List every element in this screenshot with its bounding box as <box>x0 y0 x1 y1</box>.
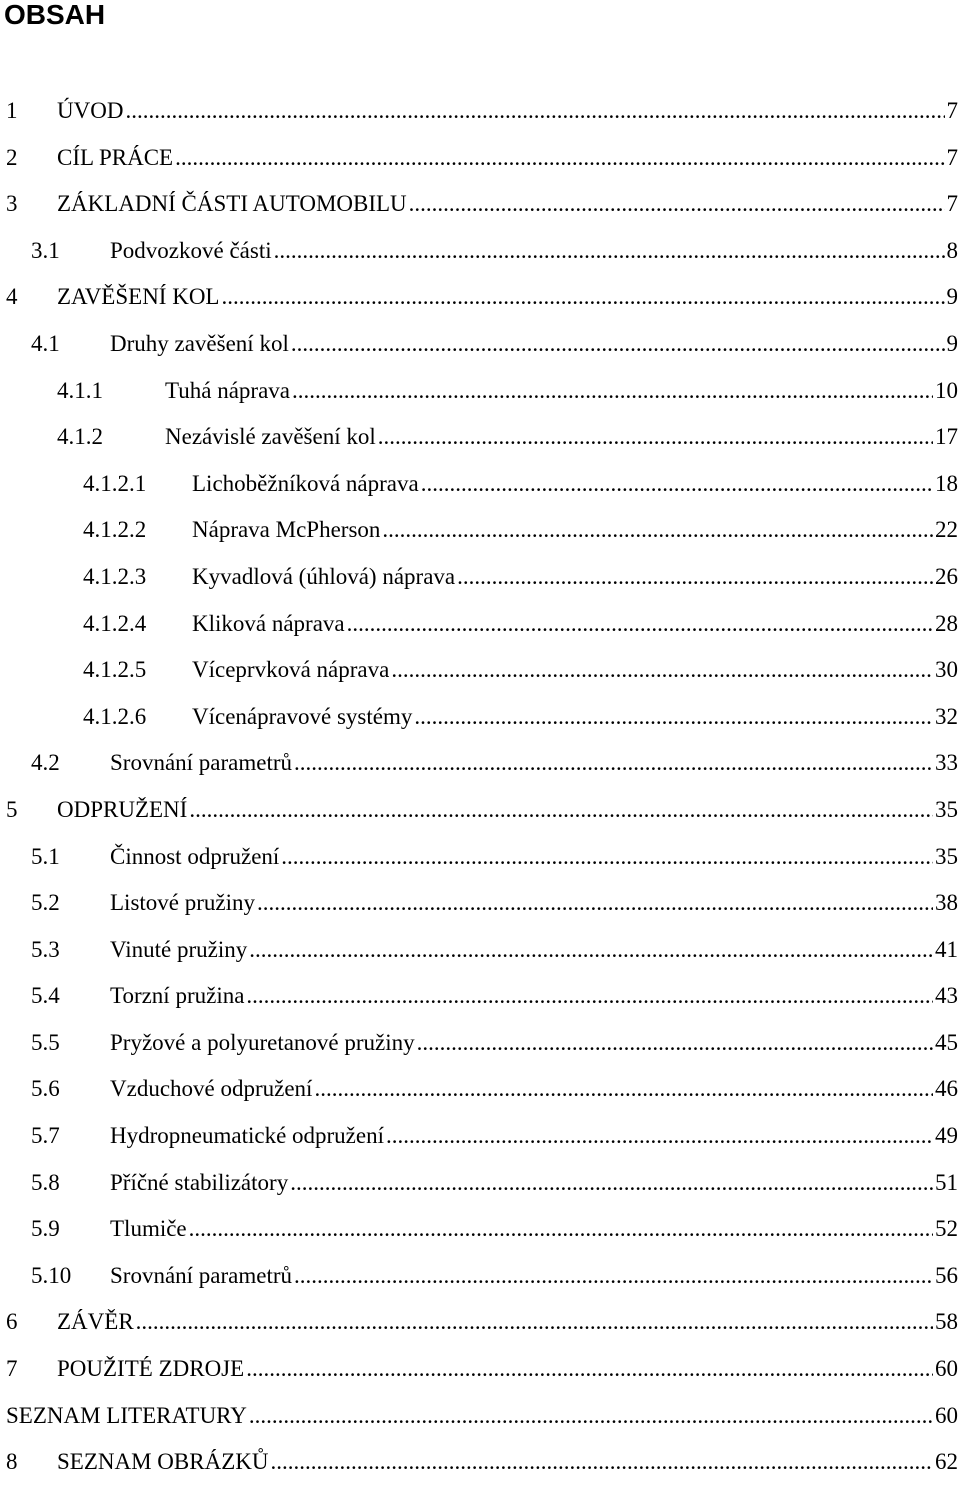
toc-entry-body <box>192 461 960 508</box>
toc-entry-page-number: 17 <box>935 414 960 461</box>
toc-entry-page-number: 35 <box>935 787 960 834</box>
toc-entry-page-number: 62 <box>935 1439 960 1486</box>
dot-leader <box>257 880 933 927</box>
dot-leader <box>421 461 933 508</box>
dot-leader <box>457 554 933 601</box>
toc-entry[interactable] <box>0 880 960 927</box>
toc-entry-number: 5.4 <box>31 973 60 1020</box>
toc-entry-body <box>6 1393 960 1440</box>
toc-entry-body <box>192 694 960 741</box>
dot-leader <box>347 601 933 648</box>
toc-entry[interactable] <box>0 554 960 601</box>
toc-entry-title: Víceprvková náprava <box>192 647 389 694</box>
toc-entry-page-number: 38 <box>935 880 960 927</box>
toc-entry-number: 5.7 <box>31 1113 60 1160</box>
toc-entry-number: 4.1.2.4 <box>83 601 146 648</box>
toc-entry-body <box>110 834 960 881</box>
toc-entry[interactable] <box>0 1066 960 1113</box>
toc-entry-page-number: 43 <box>935 973 960 1020</box>
dot-leader <box>409 181 945 228</box>
table-of-contents <box>0 88 960 1486</box>
toc-entry-body <box>110 973 960 1020</box>
dot-leader <box>221 274 944 321</box>
toc-entry[interactable] <box>0 1206 960 1253</box>
dot-leader <box>270 1439 933 1486</box>
toc-entry-title: ZAVĚŠENÍ KOL <box>57 274 219 321</box>
toc-entry-number: 3 <box>6 181 18 228</box>
toc-entry-body <box>57 1439 960 1486</box>
toc-entry-body <box>110 228 960 275</box>
toc-entry-number: 5.5 <box>31 1020 60 1067</box>
toc-entry-body <box>57 181 960 228</box>
toc-entry-number: 6 <box>6 1299 18 1346</box>
toc-entry-page-number: 18 <box>935 461 960 508</box>
toc-entry-number: 3.1 <box>31 228 60 275</box>
toc-entry[interactable] <box>0 274 960 321</box>
toc-entry[interactable] <box>0 1113 960 1160</box>
toc-entry-title: Listové pružiny <box>110 880 255 927</box>
toc-entry-body <box>165 414 960 461</box>
page-title: OBSAH <box>4 0 105 32</box>
toc-entry[interactable] <box>0 1439 960 1486</box>
toc-entry-number: 4.1.2.1 <box>83 461 146 508</box>
toc-entry-page-number: 9 <box>947 321 960 368</box>
toc-entry-number: 5.3 <box>31 927 60 974</box>
toc-entry-body <box>110 927 960 974</box>
toc-entry-body <box>110 1066 960 1113</box>
toc-entry-number: 4.1.2.3 <box>83 554 146 601</box>
toc-entry-title: Hydropneumatické odpružení <box>110 1113 384 1160</box>
toc-entry-page-number: 22 <box>935 507 960 554</box>
toc-entry-title: ZÁKLADNÍ ČÁSTI AUTOMOBILU <box>57 181 407 228</box>
dot-leader <box>274 228 945 275</box>
toc-entry-number: 5.9 <box>31 1206 60 1253</box>
toc-entry-number: 4.2 <box>31 740 60 787</box>
toc-entry-page-number: 60 <box>935 1393 960 1440</box>
toc-entry-number: 4 <box>6 274 18 321</box>
toc-entry-number: 8 <box>6 1439 18 1486</box>
dot-leader <box>294 740 933 787</box>
toc-entry[interactable] <box>0 1393 960 1440</box>
toc-entry-number: 1 <box>6 88 18 135</box>
toc-entry-body <box>57 135 960 182</box>
dot-leader <box>292 368 933 415</box>
toc-entry-page-number: 51 <box>935 1160 960 1207</box>
toc-entry[interactable] <box>0 973 960 1020</box>
toc-entry-page-number: 7 <box>947 88 960 135</box>
toc-entry-title: Vícenápravové systémy <box>192 694 412 741</box>
dot-leader <box>136 1299 933 1346</box>
toc-entry-body <box>110 740 960 787</box>
dot-leader <box>417 1020 933 1067</box>
toc-entry-body <box>57 787 960 834</box>
toc-entry-page-number: 26 <box>935 554 960 601</box>
toc-entry-number: 4.1.2.6 <box>83 694 146 741</box>
toc-entry-body <box>192 507 960 554</box>
toc-entry[interactable] <box>0 1160 960 1207</box>
toc-entry-number: 5.10 <box>31 1253 71 1300</box>
toc-entry-title: Kyvadlová (úhlová) náprava <box>192 554 455 601</box>
toc-entry-number: 5.1 <box>31 834 60 881</box>
dot-leader <box>246 1346 933 1393</box>
toc-entry-page-number: 7 <box>947 181 960 228</box>
toc-entry[interactable] <box>0 368 960 415</box>
toc-entry-title: ODPRUŽENÍ <box>57 787 187 834</box>
toc-entry-body <box>110 1113 960 1160</box>
toc-entry[interactable] <box>0 461 960 508</box>
toc-entry-page-number: 10 <box>935 368 960 415</box>
toc-entry[interactable] <box>0 135 960 182</box>
toc-entry[interactable] <box>0 834 960 881</box>
toc-entry[interactable] <box>0 601 960 648</box>
toc-entry-number: 4.1.2.5 <box>83 647 146 694</box>
toc-entry-page-number: 28 <box>935 601 960 648</box>
toc-entry-body <box>192 601 960 648</box>
toc-entry-title: Pryžové a polyuretanové pružiny <box>110 1020 415 1067</box>
toc-entry-body <box>57 1346 960 1393</box>
toc-entry-title: Tlumiče <box>110 1206 187 1253</box>
toc-entry-title: Činnost odpružení <box>110 834 279 881</box>
toc-entry[interactable] <box>0 647 960 694</box>
toc-entry-body <box>165 368 960 415</box>
toc-entry-number: 5.6 <box>31 1066 60 1113</box>
toc-entry-page-number: 41 <box>935 927 960 974</box>
toc-entry-title: POUŽITÉ ZDROJE <box>57 1346 244 1393</box>
dot-leader <box>414 694 933 741</box>
dot-leader <box>246 973 933 1020</box>
toc-entry-number: 4.1.1 <box>57 368 103 415</box>
toc-entry-title: Vzduchové odpružení <box>110 1066 312 1113</box>
toc-entry-page-number: 49 <box>935 1113 960 1160</box>
toc-entry-number: 2 <box>6 135 18 182</box>
toc-entry-body <box>57 88 960 135</box>
toc-entry[interactable] <box>0 507 960 554</box>
toc-entry-title: Nezávislé zavěšení kol <box>165 414 376 461</box>
dot-leader <box>281 834 933 881</box>
toc-entry-page-number: 60 <box>935 1346 960 1393</box>
toc-entry-title: Příčné stabilizátory <box>110 1160 288 1207</box>
toc-entry-page-number: 8 <box>947 228 960 275</box>
toc-entry-title: Vinuté pružiny <box>110 927 247 974</box>
toc-entry[interactable] <box>0 1346 960 1393</box>
toc-entry-title: SEZNAM LITERATURY <box>6 1393 247 1440</box>
toc-entry-number: 5.8 <box>31 1160 60 1207</box>
toc-entry-title: Srovnání parametrů <box>110 1253 292 1300</box>
toc-entry[interactable] <box>0 181 960 228</box>
toc-entry-body <box>110 1253 960 1300</box>
toc-entry-body <box>110 880 960 927</box>
toc-entry-title: Tuhá náprava <box>165 368 290 415</box>
dot-leader <box>386 1113 933 1160</box>
toc-entry[interactable] <box>0 1299 960 1346</box>
toc-entry-body <box>110 1020 960 1067</box>
toc-entry-page-number: 7 <box>947 135 960 182</box>
dot-leader <box>291 321 945 368</box>
dot-leader <box>249 927 933 974</box>
dot-leader <box>290 1160 933 1207</box>
toc-entry-page-number: 46 <box>935 1066 960 1113</box>
toc-entry-body <box>110 1206 960 1253</box>
toc-entry-number: 5.2 <box>31 880 60 927</box>
toc-entry-number: 4.1.2.2 <box>83 507 146 554</box>
toc-entry-title: Lichoběžníková náprava <box>192 461 419 508</box>
toc-entry-body <box>110 1160 960 1207</box>
toc-entry-title: CÍL PRÁCE <box>57 135 173 182</box>
toc-entry-number: 7 <box>6 1346 18 1393</box>
toc-entry-body <box>57 274 960 321</box>
toc-entry[interactable] <box>0 787 960 834</box>
dot-leader <box>391 647 933 694</box>
dot-leader <box>382 507 933 554</box>
toc-entry-title: Druhy zavěšení kol <box>110 321 289 368</box>
toc-entry[interactable] <box>0 228 960 275</box>
toc-entry-number: 4.1.2 <box>57 414 103 461</box>
dot-leader <box>125 88 944 135</box>
dot-leader <box>314 1066 933 1113</box>
dot-leader <box>294 1253 933 1300</box>
dot-leader <box>175 135 944 182</box>
toc-entry-title: SEZNAM OBRÁZKŮ <box>57 1439 268 1486</box>
toc-entry-body <box>57 1299 960 1346</box>
toc-entry-page-number: 45 <box>935 1020 960 1067</box>
toc-entry-title: ZÁVĚR <box>57 1299 134 1346</box>
toc-entry-title: Torzní pružina <box>110 973 244 1020</box>
toc-entry[interactable] <box>0 694 960 741</box>
dot-leader <box>189 1206 933 1253</box>
toc-entry-body <box>110 321 960 368</box>
toc-entry-page-number: 56 <box>935 1253 960 1300</box>
toc-entry[interactable] <box>0 321 960 368</box>
toc-entry-number: 5 <box>6 787 18 834</box>
toc-entry-title: Podvozkové části <box>110 228 272 275</box>
toc-entry-page-number: 9 <box>947 274 960 321</box>
toc-entry[interactable] <box>0 740 960 787</box>
toc-entry-body <box>192 647 960 694</box>
toc-entry-title: ÚVOD <box>57 88 123 135</box>
toc-entry-page-number: 32 <box>935 694 960 741</box>
toc-entry-page-number: 33 <box>935 740 960 787</box>
toc-entry[interactable] <box>0 1020 960 1067</box>
dot-leader <box>378 414 933 461</box>
toc-entry-title: Náprava McPherson <box>192 507 380 554</box>
dot-leader <box>249 1393 933 1440</box>
toc-entry-page-number: 58 <box>935 1299 960 1346</box>
toc-entry-page-number: 52 <box>935 1206 960 1253</box>
toc-entry-page-number: 35 <box>935 834 960 881</box>
toc-entry[interactable] <box>0 1253 960 1300</box>
toc-entry-page-number: 30 <box>935 647 960 694</box>
toc-entry-number: 4.1 <box>31 321 60 368</box>
toc-entry[interactable] <box>0 927 960 974</box>
toc-entry-title: Kliková náprava <box>192 601 345 648</box>
toc-entry-body <box>192 554 960 601</box>
dot-leader <box>189 787 933 834</box>
toc-entry[interactable] <box>0 414 960 461</box>
toc-entry[interactable] <box>0 88 960 135</box>
toc-entry-title: Srovnání parametrů <box>110 740 292 787</box>
